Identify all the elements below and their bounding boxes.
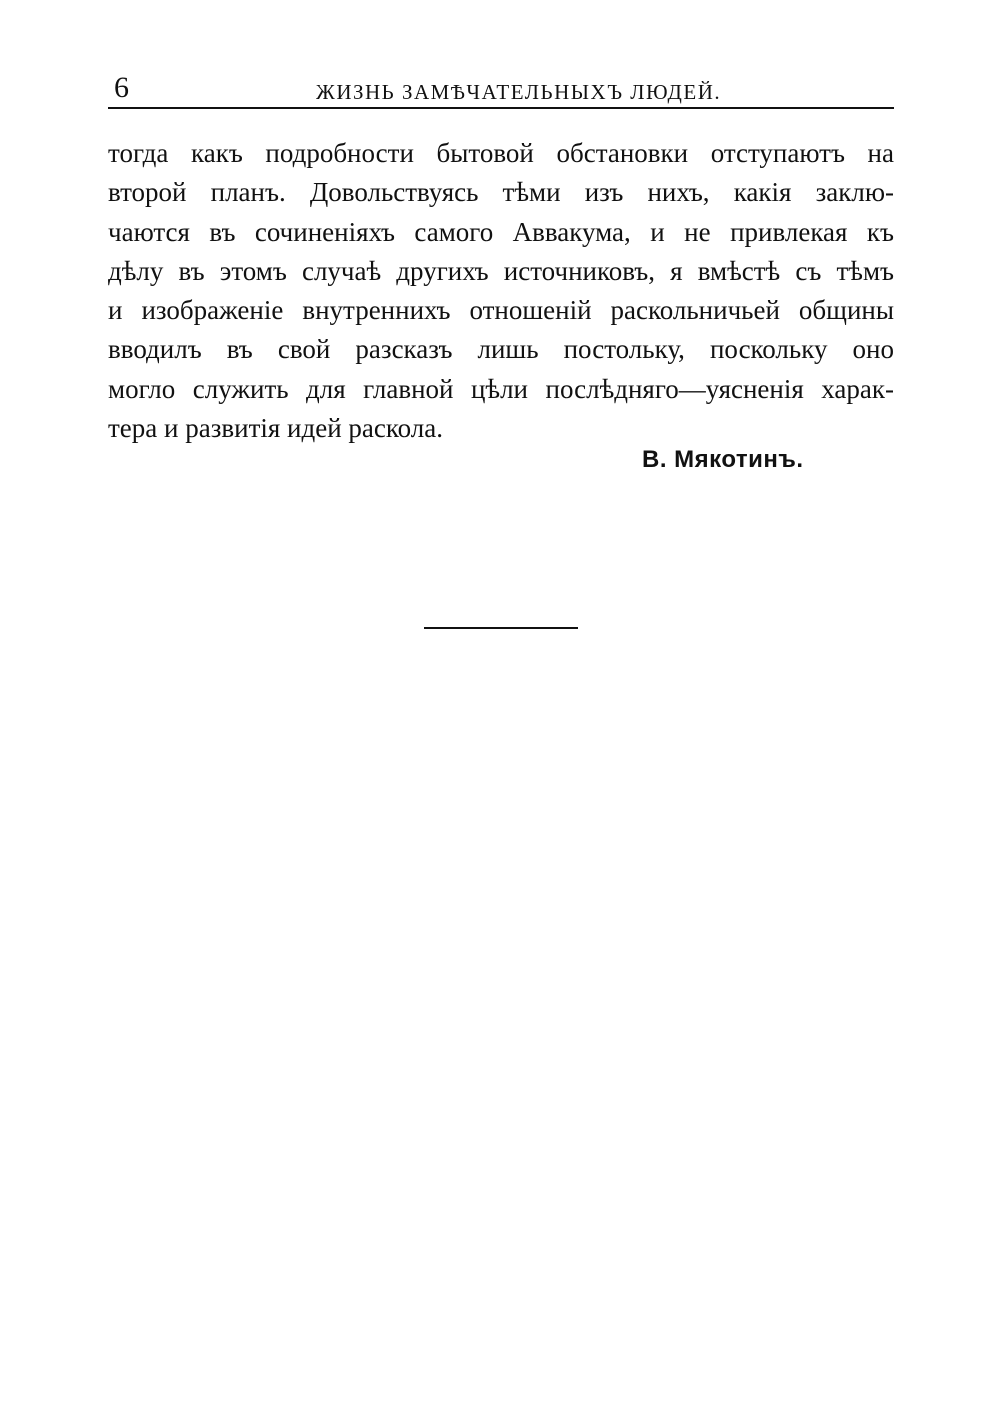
text-line: могло служить для главной цѣли послѣдняго—уясненія харак- [108,373,894,404]
text-line: и изображеніе внутреннихъ отношеній раскольничьей общины [108,295,894,326]
author-signature: В. Мякотинъ. [642,446,804,473]
page-number: 6 [114,71,129,104]
text-line: дѣлу въ этомъ случаѣ другихъ источниковъ, я вмѣстѣ съ тѣмъ [108,255,894,286]
text-line: чаются въ сочиненіяхъ самого Аввакума, и не привлекая къ [108,216,894,247]
text-line: тогда какъ подробности бытовой обстановки отступаютъ на [108,138,894,168]
text-line: второй планъ. Довольствуясь тѣми изъ нихъ, какія заклю- [108,177,894,208]
running-title: ЖИЗНЬ ЗАМѢЧАТЕЛЬНЫХЪ ЛЮДЕЙ. [316,80,722,104]
text-line-last: тера и развитія идей раскола. [108,413,443,444]
body-paragraph [108,134,894,448]
text-line: вводилъ въ свой разсказъ лишь постольку, поскольку оно [108,334,894,365]
running-header [108,72,894,106]
end-rule [424,627,578,629]
header-rule [108,107,894,109]
